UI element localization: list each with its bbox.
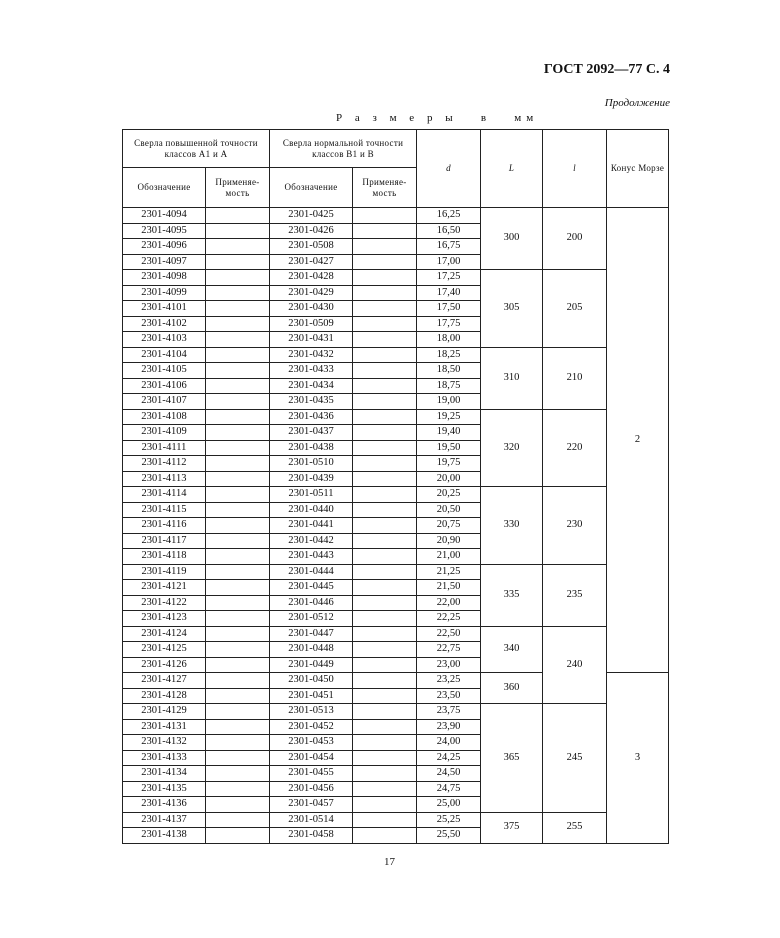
applicability-a-cell <box>206 347 270 363</box>
d-cell: 23,50 <box>417 688 481 704</box>
applicability-b-cell <box>353 471 417 487</box>
designation-b-cell: 2301-0513 <box>270 704 353 720</box>
header-group-a: Сверла повышенной точности классов А1 и А <box>123 130 270 168</box>
designation-b-cell: 2301-0433 <box>270 363 353 379</box>
l-cell: 210 <box>543 347 607 409</box>
d-cell: 17,00 <box>417 254 481 270</box>
header-designation-b: Обозначение <box>270 168 353 208</box>
applicability-b-cell <box>353 440 417 456</box>
applicability-b-cell <box>353 595 417 611</box>
designation-b-cell: 2301-0426 <box>270 223 353 239</box>
table-row <box>123 812 669 828</box>
designation-a-cell: 2301-4111 <box>123 440 206 456</box>
applicability-a-cell <box>206 626 270 642</box>
applicability-b-cell <box>353 549 417 565</box>
d-cell: 16,75 <box>417 239 481 255</box>
table-row <box>123 487 669 503</box>
applicability-a-cell <box>206 797 270 813</box>
applicability-b-cell <box>353 673 417 689</box>
designation-b-cell: 2301-0451 <box>270 688 353 704</box>
designation-b-cell: 2301-0455 <box>270 766 353 782</box>
L-cell: 365 <box>481 704 543 813</box>
table-row <box>123 347 669 363</box>
d-cell: 23,25 <box>417 673 481 689</box>
drill-dimensions-table <box>122 129 669 844</box>
header-group-b: Сверла нормальной точности классов В1 и В <box>270 130 417 168</box>
d-cell: 16,50 <box>417 223 481 239</box>
d-cell: 18,00 <box>417 332 481 348</box>
designation-a-cell: 2301-4104 <box>123 347 206 363</box>
d-cell: 24,50 <box>417 766 481 782</box>
designation-a-cell: 2301-4105 <box>123 363 206 379</box>
designation-b-cell: 2301-0449 <box>270 657 353 673</box>
applicability-a-cell <box>206 394 270 410</box>
designation-b-cell: 2301-0432 <box>270 347 353 363</box>
applicability-b-cell <box>353 378 417 394</box>
designation-a-cell: 2301-4132 <box>123 735 206 751</box>
designation-a-cell: 2301-4129 <box>123 704 206 720</box>
d-cell: 21,00 <box>417 549 481 565</box>
d-cell: 17,75 <box>417 316 481 332</box>
designation-b-cell: 2301-0440 <box>270 502 353 518</box>
table-body <box>123 208 669 844</box>
d-cell: 21,50 <box>417 580 481 596</box>
applicability-a-cell <box>206 580 270 596</box>
applicability-b-cell <box>353 533 417 549</box>
designation-a-cell: 2301-4125 <box>123 642 206 658</box>
designation-b-cell: 2301-0512 <box>270 611 353 627</box>
applicability-a-cell <box>206 766 270 782</box>
l-cell: 230 <box>543 487 607 565</box>
table-row <box>123 208 669 224</box>
designation-a-cell: 2301-4116 <box>123 518 206 534</box>
applicability-b-cell <box>353 518 417 534</box>
designation-a-cell: 2301-4136 <box>123 797 206 813</box>
applicability-a-cell <box>206 487 270 503</box>
d-cell: 17,25 <box>417 270 481 286</box>
applicability-a-cell <box>206 425 270 441</box>
applicability-b-cell <box>353 812 417 828</box>
applicability-b-cell <box>353 719 417 735</box>
d-cell: 22,50 <box>417 626 481 642</box>
dimensions-caption: Р а з м е р ы в мм <box>336 112 539 124</box>
L-cell: 320 <box>481 409 543 487</box>
applicability-b-cell <box>353 487 417 503</box>
d-cell: 22,00 <box>417 595 481 611</box>
designation-b-cell: 2301-0457 <box>270 797 353 813</box>
designation-a-cell: 2301-4112 <box>123 456 206 472</box>
applicability-b-cell <box>353 642 417 658</box>
l-cell: 220 <box>543 409 607 487</box>
designation-a-cell: 2301-4138 <box>123 828 206 844</box>
designation-b-cell: 2301-0445 <box>270 580 353 596</box>
d-cell: 22,75 <box>417 642 481 658</box>
header-designation-a: Обозначение <box>123 168 206 208</box>
applicability-a-cell <box>206 301 270 317</box>
applicability-a-cell <box>206 502 270 518</box>
designation-a-cell: 2301-4113 <box>123 471 206 487</box>
table-row <box>123 564 669 580</box>
applicability-a-cell <box>206 316 270 332</box>
d-cell: 23,75 <box>417 704 481 720</box>
designation-a-cell: 2301-4115 <box>123 502 206 518</box>
applicability-a-cell <box>206 440 270 456</box>
L-cell: 335 <box>481 564 543 626</box>
header-applicability-a: Применяе-мость <box>206 168 270 208</box>
applicability-b-cell <box>353 750 417 766</box>
designation-b-cell: 2301-0428 <box>270 270 353 286</box>
designation-b-cell: 2301-0435 <box>270 394 353 410</box>
d-cell: 20,90 <box>417 533 481 549</box>
designation-a-cell: 2301-4095 <box>123 223 206 239</box>
l-cell: 240 <box>543 626 607 704</box>
table-row <box>123 626 669 642</box>
applicability-b-cell <box>353 688 417 704</box>
L-cell: 330 <box>481 487 543 565</box>
d-cell: 25,00 <box>417 797 481 813</box>
applicability-b-cell <box>353 239 417 255</box>
designation-a-cell: 2301-4107 <box>123 394 206 410</box>
applicability-a-cell <box>206 254 270 270</box>
d-cell: 20,25 <box>417 487 481 503</box>
applicability-a-cell <box>206 549 270 565</box>
applicability-a-cell <box>206 471 270 487</box>
designation-b-cell: 2301-0427 <box>270 254 353 270</box>
d-cell: 17,40 <box>417 285 481 301</box>
designation-a-cell: 2301-4109 <box>123 425 206 441</box>
designation-a-cell: 2301-4122 <box>123 595 206 611</box>
designation-b-cell: 2301-0458 <box>270 828 353 844</box>
designation-b-cell: 2301-0442 <box>270 533 353 549</box>
applicability-a-cell <box>206 688 270 704</box>
designation-b-cell: 2301-0454 <box>270 750 353 766</box>
designation-b-cell: 2301-0436 <box>270 409 353 425</box>
applicability-a-cell <box>206 363 270 379</box>
designation-b-cell: 2301-0456 <box>270 781 353 797</box>
applicability-b-cell <box>353 626 417 642</box>
morse-cone-cell: 3 <box>607 673 669 844</box>
designation-a-cell: 2301-4096 <box>123 239 206 255</box>
applicability-a-cell <box>206 270 270 286</box>
l-cell: 205 <box>543 270 607 348</box>
l-cell: 200 <box>543 208 607 270</box>
applicability-b-cell <box>353 502 417 518</box>
d-cell: 19,00 <box>417 394 481 410</box>
designation-a-cell: 2301-4102 <box>123 316 206 332</box>
table-row <box>123 704 669 720</box>
L-cell: 360 <box>481 673 543 704</box>
applicability-a-cell <box>206 673 270 689</box>
applicability-b-cell <box>353 580 417 596</box>
designation-a-cell: 2301-4118 <box>123 549 206 565</box>
designation-b-cell: 2301-0447 <box>270 626 353 642</box>
designation-a-cell: 2301-4108 <box>123 409 206 425</box>
applicability-a-cell <box>206 719 270 735</box>
L-cell: 300 <box>481 208 543 270</box>
designation-b-cell: 2301-0431 <box>270 332 353 348</box>
applicability-b-cell <box>353 797 417 813</box>
header-applicability-b: Применяе-мость <box>353 168 417 208</box>
designation-a-cell: 2301-4126 <box>123 657 206 673</box>
designation-b-cell: 2301-0437 <box>270 425 353 441</box>
designation-b-cell: 2301-0511 <box>270 487 353 503</box>
applicability-a-cell <box>206 533 270 549</box>
designation-b-cell: 2301-0453 <box>270 735 353 751</box>
applicability-b-cell <box>353 254 417 270</box>
designation-b-cell: 2301-0446 <box>270 595 353 611</box>
designation-a-cell: 2301-4128 <box>123 688 206 704</box>
d-cell: 25,50 <box>417 828 481 844</box>
designation-b-cell: 2301-0434 <box>270 378 353 394</box>
L-cell: 305 <box>481 270 543 348</box>
applicability-b-cell <box>353 456 417 472</box>
applicability-a-cell <box>206 378 270 394</box>
designation-a-cell: 2301-4098 <box>123 270 206 286</box>
applicability-a-cell <box>206 285 270 301</box>
designation-a-cell: 2301-4127 <box>123 673 206 689</box>
designation-a-cell: 2301-4135 <box>123 781 206 797</box>
applicability-b-cell <box>353 270 417 286</box>
L-cell: 340 <box>481 626 543 673</box>
d-cell: 17,50 <box>417 301 481 317</box>
applicability-a-cell <box>206 332 270 348</box>
designation-a-cell: 2301-4121 <box>123 580 206 596</box>
d-cell: 18,25 <box>417 347 481 363</box>
d-cell: 24,75 <box>417 781 481 797</box>
applicability-a-cell <box>206 595 270 611</box>
applicability-b-cell <box>353 781 417 797</box>
applicability-b-cell <box>353 316 417 332</box>
header-morse-cone: Конус Морзе <box>607 130 669 208</box>
applicability-a-cell <box>206 611 270 627</box>
designation-a-cell: 2301-4106 <box>123 378 206 394</box>
d-cell: 21,25 <box>417 564 481 580</box>
applicability-a-cell <box>206 828 270 844</box>
page-number: 17 <box>384 856 395 868</box>
designation-a-cell: 2301-4133 <box>123 750 206 766</box>
applicability-b-cell <box>353 409 417 425</box>
applicability-a-cell <box>206 781 270 797</box>
d-cell: 18,75 <box>417 378 481 394</box>
l-cell: 255 <box>543 812 607 843</box>
applicability-a-cell <box>206 456 270 472</box>
header-l: l <box>543 130 607 208</box>
d-cell: 24,00 <box>417 735 481 751</box>
header-L: L <box>481 130 543 208</box>
applicability-a-cell <box>206 518 270 534</box>
L-cell: 375 <box>481 812 543 843</box>
d-cell: 19,50 <box>417 440 481 456</box>
designation-a-cell: 2301-4119 <box>123 564 206 580</box>
table-row <box>123 270 669 286</box>
applicability-a-cell <box>206 657 270 673</box>
d-cell: 20,75 <box>417 518 481 534</box>
applicability-b-cell <box>353 657 417 673</box>
applicability-b-cell <box>353 394 417 410</box>
designation-b-cell: 2301-0429 <box>270 285 353 301</box>
d-cell: 16,25 <box>417 208 481 224</box>
applicability-b-cell <box>353 611 417 627</box>
applicability-a-cell <box>206 642 270 658</box>
designation-a-cell: 2301-4114 <box>123 487 206 503</box>
designation-b-cell: 2301-0509 <box>270 316 353 332</box>
applicability-b-cell <box>353 735 417 751</box>
designation-a-cell: 2301-4134 <box>123 766 206 782</box>
designation-b-cell: 2301-0448 <box>270 642 353 658</box>
designation-a-cell: 2301-4101 <box>123 301 206 317</box>
designation-b-cell: 2301-0450 <box>270 673 353 689</box>
applicability-a-cell <box>206 564 270 580</box>
applicability-b-cell <box>353 363 417 379</box>
d-cell: 19,40 <box>417 425 481 441</box>
applicability-b-cell <box>353 223 417 239</box>
d-cell: 23,90 <box>417 719 481 735</box>
applicability-b-cell <box>353 347 417 363</box>
designation-b-cell: 2301-0439 <box>270 471 353 487</box>
designation-b-cell: 2301-0508 <box>270 239 353 255</box>
header-d: d <box>417 130 481 208</box>
d-cell: 22,25 <box>417 611 481 627</box>
applicability-b-cell <box>353 208 417 224</box>
designation-a-cell: 2301-4103 <box>123 332 206 348</box>
applicability-b-cell <box>353 828 417 844</box>
applicability-a-cell <box>206 409 270 425</box>
designation-b-cell: 2301-0510 <box>270 456 353 472</box>
applicability-a-cell <box>206 735 270 751</box>
applicability-a-cell <box>206 239 270 255</box>
continuation-label: Продолжение <box>604 97 670 109</box>
morse-cone-cell: 2 <box>607 208 669 673</box>
designation-b-cell: 2301-0514 <box>270 812 353 828</box>
d-cell: 18,50 <box>417 363 481 379</box>
applicability-a-cell <box>206 704 270 720</box>
standard-code: ГОСТ 2092—77 С. 4 <box>543 62 670 77</box>
designation-b-cell: 2301-0441 <box>270 518 353 534</box>
applicability-b-cell <box>353 425 417 441</box>
designation-a-cell: 2301-4117 <box>123 533 206 549</box>
applicability-b-cell <box>353 301 417 317</box>
applicability-a-cell <box>206 223 270 239</box>
d-cell: 25,25 <box>417 812 481 828</box>
designation-a-cell: 2301-4097 <box>123 254 206 270</box>
d-cell: 24,25 <box>417 750 481 766</box>
designation-b-cell: 2301-0430 <box>270 301 353 317</box>
designation-a-cell: 2301-4124 <box>123 626 206 642</box>
designation-b-cell: 2301-0452 <box>270 719 353 735</box>
L-cell: 310 <box>481 347 543 409</box>
d-cell: 20,00 <box>417 471 481 487</box>
applicability-a-cell <box>206 208 270 224</box>
applicability-b-cell <box>353 766 417 782</box>
designation-a-cell: 2301-4137 <box>123 812 206 828</box>
table-row <box>123 409 669 425</box>
l-cell: 245 <box>543 704 607 813</box>
d-cell: 20,50 <box>417 502 481 518</box>
applicability-b-cell <box>353 332 417 348</box>
designation-a-cell: 2301-4131 <box>123 719 206 735</box>
applicability-a-cell <box>206 750 270 766</box>
designation-b-cell: 2301-0443 <box>270 549 353 565</box>
designation-b-cell: 2301-0438 <box>270 440 353 456</box>
applicability-b-cell <box>353 564 417 580</box>
d-cell: 23,00 <box>417 657 481 673</box>
applicability-b-cell <box>353 704 417 720</box>
designation-a-cell: 2301-4094 <box>123 208 206 224</box>
d-cell: 19,75 <box>417 456 481 472</box>
l-cell: 235 <box>543 564 607 626</box>
applicability-a-cell <box>206 812 270 828</box>
d-cell: 19,25 <box>417 409 481 425</box>
designation-a-cell: 2301-4123 <box>123 611 206 627</box>
applicability-b-cell <box>353 285 417 301</box>
designation-a-cell: 2301-4099 <box>123 285 206 301</box>
designation-b-cell: 2301-0425 <box>270 208 353 224</box>
designation-b-cell: 2301-0444 <box>270 564 353 580</box>
